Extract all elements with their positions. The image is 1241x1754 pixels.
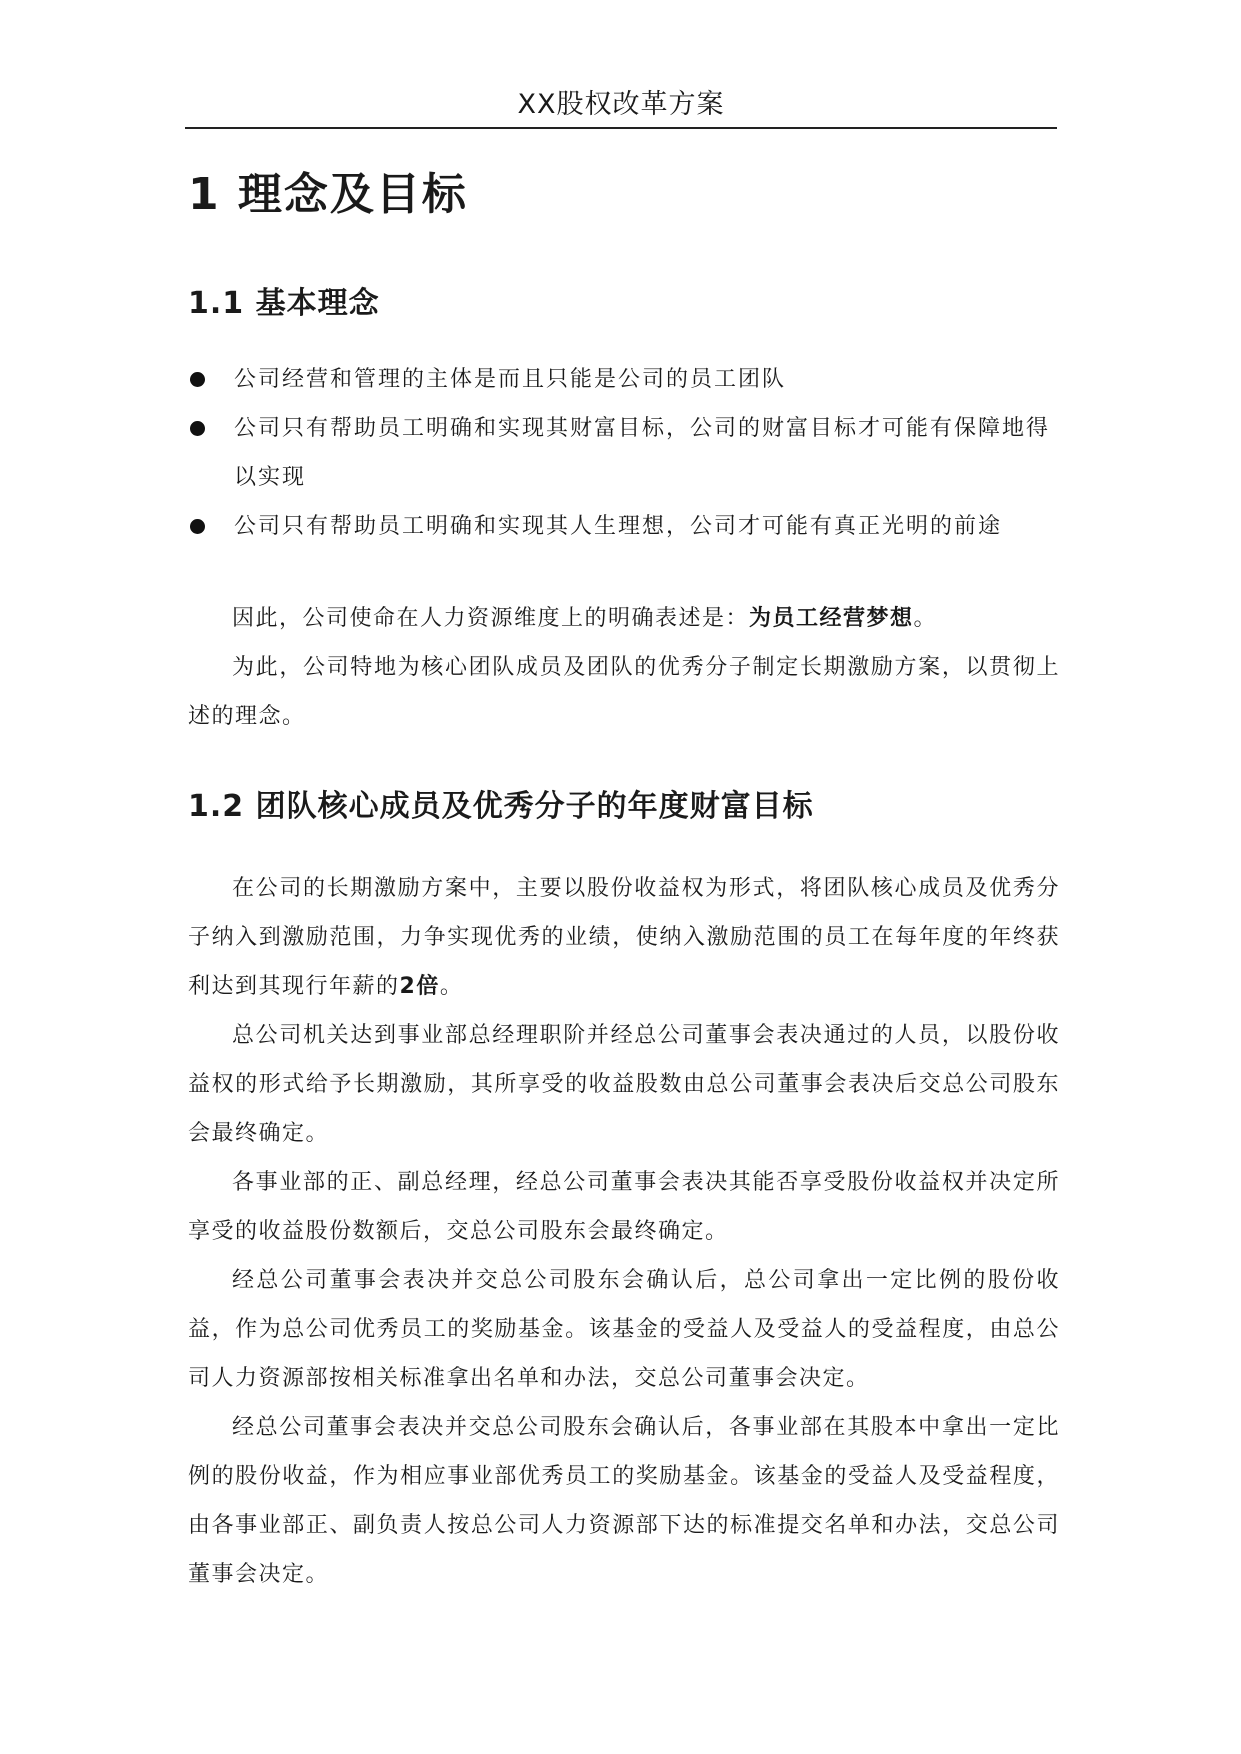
subsection-heading-1-1: 1.1 基本理念: [188, 286, 380, 321]
incentive-text: 在公司的长期激励方案中，主要以股份收益权为形式，将团队核心成员及优秀分子纳入到激励范围，力争实现优秀的业绩，使纳入激励范围的员工在每年度的年终获利达到其现行年薪的: [188, 876, 1060, 999]
list-item: [188, 355, 1060, 404]
bullet-icon: [190, 519, 205, 534]
mission-paragraph: [188, 594, 1060, 643]
division-managers-paragraph: 各事业部的正、副总经理，经总公司董事会表决其能否享受股份收益权并决定所享受的收益股份数额后，交总公司股东会最终确定。: [188, 1170, 1060, 1244]
list-item: [188, 404, 1060, 502]
subsection-heading-1-2: 1.2 团队核心成员及优秀分子的年度财富目标: [188, 789, 814, 824]
bullet-icon: [190, 372, 205, 387]
mission-text: 因此，公司使命在人力资源维度上的明确表述是：: [232, 606, 750, 631]
mission-emphasis: 为员工经营梦想: [749, 606, 914, 631]
principle-list: [188, 355, 1060, 551]
section-heading: 1 理念及目标: [188, 169, 468, 220]
page-header-title: XX股权改革方案: [185, 82, 1057, 129]
list-item-text: 公司经营和管理的主体是而且只能是公司的员工团队: [234, 367, 787, 392]
purpose-paragraph: 为此，公司特地为核心团队成员及团队的优秀分子制定长期激励方案，以贯彻上述的理念。: [188, 655, 1060, 729]
list-item: [188, 502, 1060, 551]
hq-fund-paragraph: 经总公司董事会表决并交总公司股东会确认后，总公司拿出一定比例的股份收益，作为总公司优秀员工的奖励基金。该基金的受益人及受益人的受益程度，由总公司人力资源部按相关标准拿出名单和办法，交总公司董事会决定。: [188, 1268, 1060, 1391]
hq-staff-paragraph: 总公司机关达到事业部总经理职阶并经总公司董事会表决通过的人员，以股份收益权的形式给予长期激励，其所享受的收益股数由总公司董事会表决后交总公司股东会最终确定。: [188, 1023, 1060, 1146]
bullet-icon: [190, 421, 205, 436]
mission-end: 。: [913, 606, 938, 631]
incentive-end: 。: [439, 974, 464, 999]
list-item-text: 公司只有帮助员工明确和实现其人生理想，公司才可能有真正光明的前途: [234, 514, 1003, 539]
division-fund-paragraph: 经总公司董事会表决并交总公司股东会确认后，各事业部在其股本中拿出一定比例的股份收益，作为相应事业部优秀员工的奖励基金。该基金的受益人及受益程度，由各事业部正、副负责人按总公司人力资源部下达的标准提交名单和办法，交总公司董事会决定。: [188, 1415, 1060, 1587]
incentive-paragraph: [188, 864, 1060, 1011]
list-item-text: 公司只有帮助员工明确和实现其财富目标，公司的财富目标才可能有保障地得以实现: [234, 416, 1051, 490]
incentive-emphasis: 2倍: [399, 974, 440, 999]
